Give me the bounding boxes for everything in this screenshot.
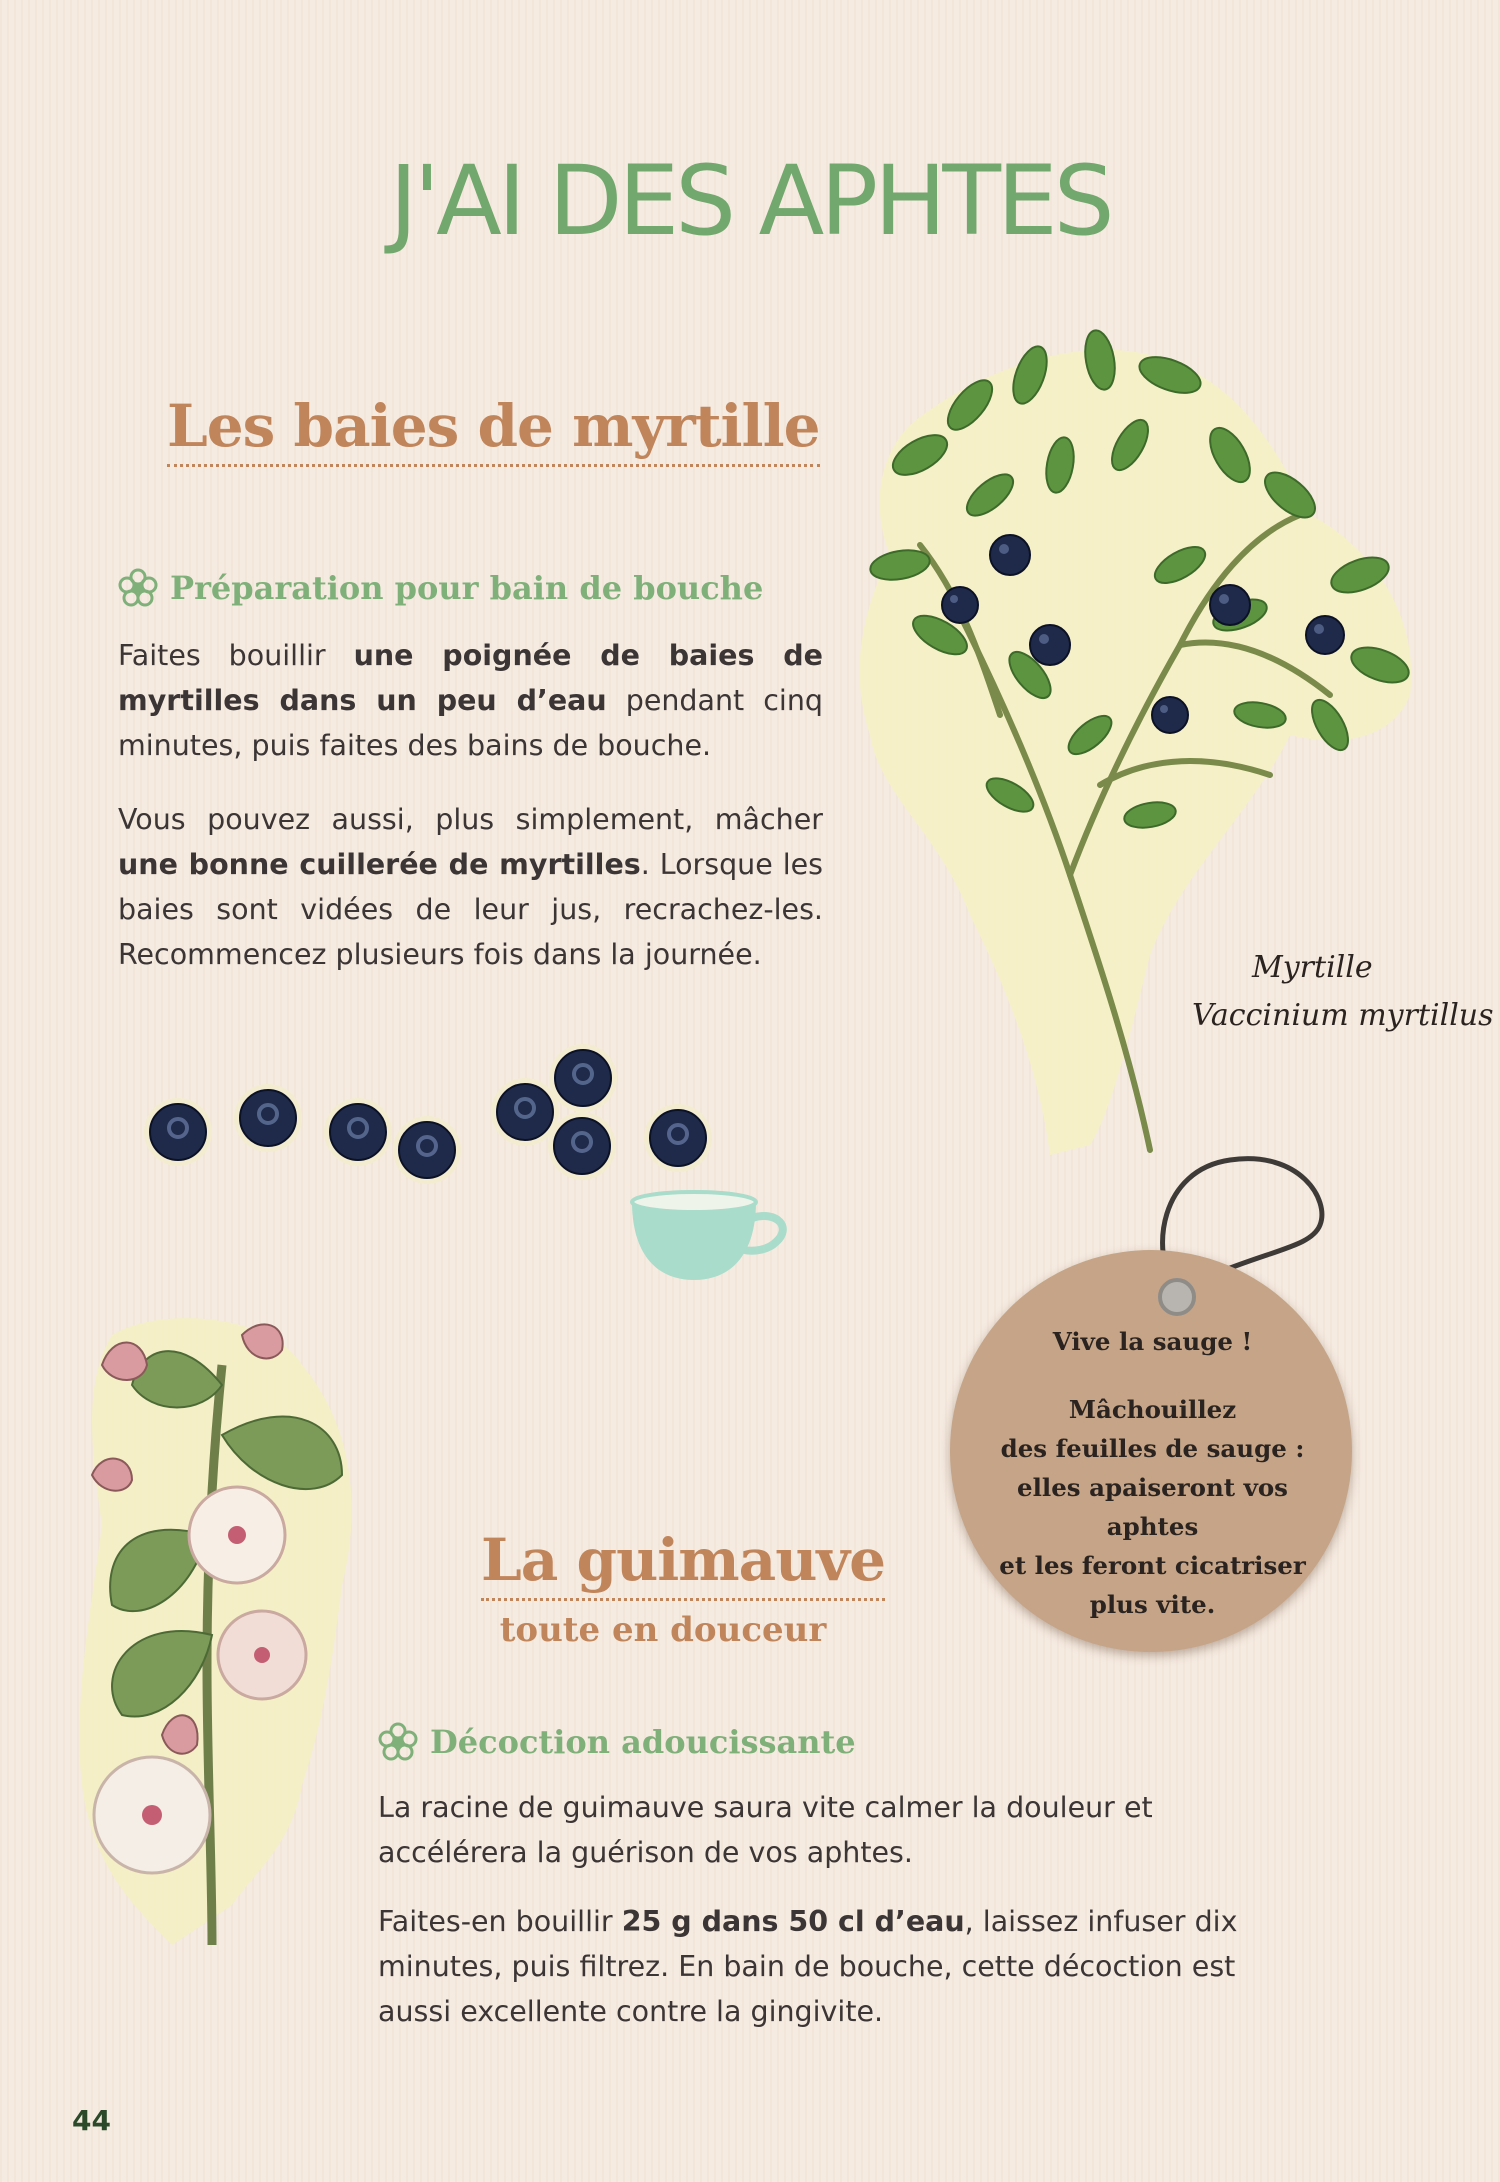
- subheading-decoction: [378, 1722, 856, 1762]
- tag-body: [970, 1390, 1335, 1624]
- bold-run: une poignée de baies de myrtilles dans un peu d’eau: [118, 639, 823, 717]
- section-heading-guimauve: La guimauve: [481, 1526, 885, 1601]
- bold-run: 25 g dans 50 cl d’eau: [621, 1905, 965, 1938]
- text-run: , laissez infuser dix minutes, puis filtrez. En bain de bouche, cette décoction est aussi excellente contre la gingivite.: [378, 1905, 1238, 2028]
- paragraph-myrtille-2: [118, 797, 823, 977]
- caption-plant-latin: Vaccinium myrtillus: [1192, 998, 1494, 1033]
- flower-icon: [378, 1722, 418, 1762]
- subheading-preparation-label: Préparation pour bain de bouche: [170, 569, 764, 607]
- text-run: pendant cinq minutes, puis faites des bains de bouche.: [118, 684, 823, 762]
- text-run: Vous pouvez aussi, plus simplement, mâcher: [118, 803, 823, 836]
- page-number: 44: [72, 2104, 111, 2137]
- paragraph-guimauve-1: La racine de guimauve saura vite calmer la douleur et accélérera la guérison de vos aphtes.: [378, 1791, 1153, 1869]
- teacup-illustration: [628, 1188, 793, 1288]
- subheading-decoction-label: Décoction adoucissante: [430, 1723, 856, 1761]
- tag-line: plus vite.: [1089, 1590, 1216, 1619]
- tag-line: Mâchouillez: [1068, 1395, 1237, 1424]
- marshmallow-plant-illustration: [72, 1305, 372, 1955]
- subheading-preparation: [118, 568, 763, 608]
- blueberries-illustration: [140, 1040, 720, 1190]
- page-title: J'AI DES APHTES: [389, 145, 1111, 257]
- tag-eyelet: [1158, 1278, 1196, 1316]
- tag-title: Vive la sauge !: [1052, 1327, 1253, 1356]
- paragraph-myrtille-1: [118, 633, 823, 768]
- blueberry-plant-illustration: [850, 315, 1440, 1175]
- caption-plant-name: Myrtille: [1252, 950, 1373, 985]
- section-subtitle-guimauve: toute en douceur: [499, 1610, 827, 1650]
- flower-icon: [118, 568, 158, 608]
- paragraph-guimauve-2: [378, 1899, 1298, 2034]
- section-heading-myrtille: Les baies de myrtille: [167, 392, 820, 467]
- bold-run: une bonne cuillerée de myrtilles: [118, 848, 641, 881]
- text-run: Faites-en bouillir: [378, 1905, 622, 1938]
- text-run: Faites bouillir: [118, 639, 354, 672]
- text-run: . Lorsque les baies sont vidées de leur jus, recrachez-les. Recommencez plusieurs fois dans la journée.: [118, 848, 823, 971]
- tag-line: elles apaiseront vos aphtes: [1017, 1473, 1288, 1541]
- tag-line: des feuilles de sauge :: [1000, 1434, 1305, 1463]
- tag-line: et les feront cicatriser: [999, 1551, 1306, 1580]
